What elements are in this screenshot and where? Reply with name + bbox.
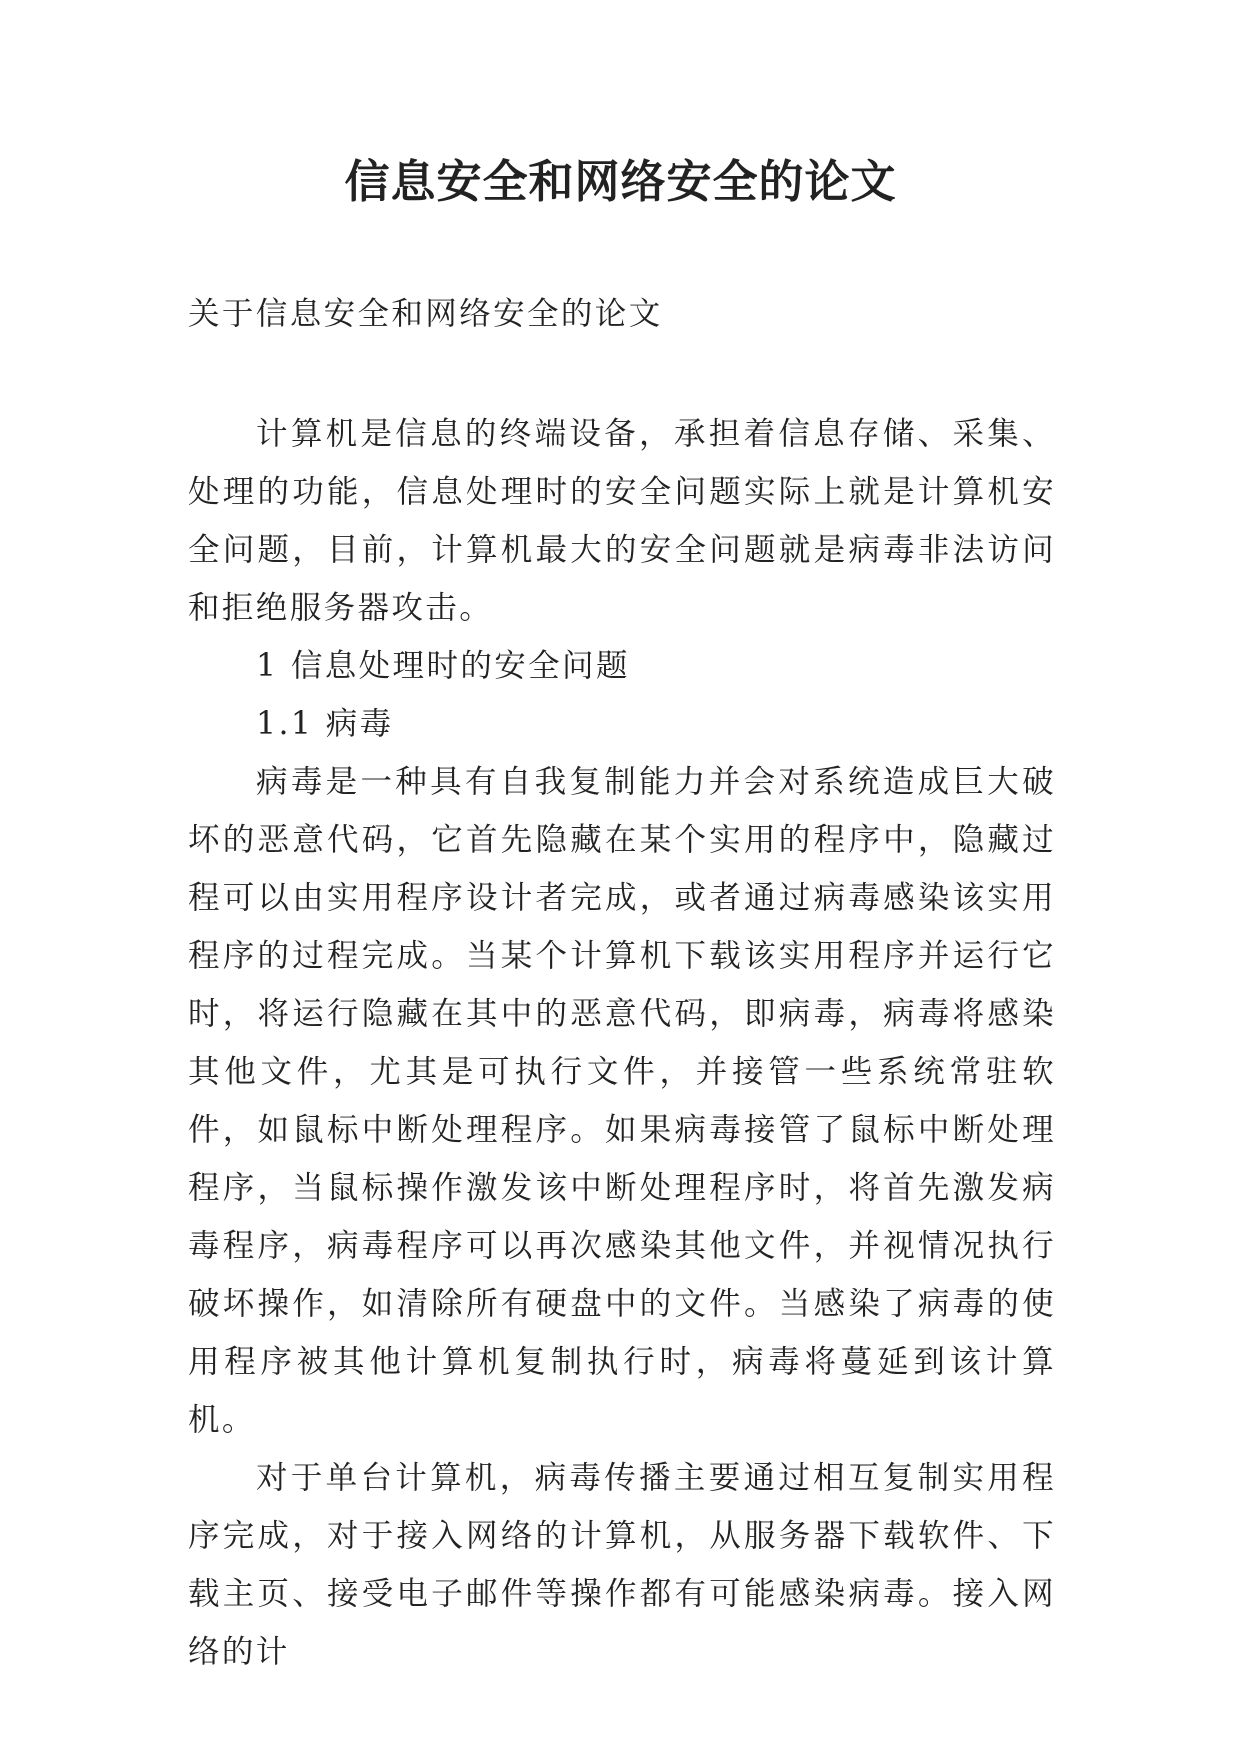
paragraph-spread: 对于单台计算机，病毒传播主要通过相互复制实用程序完成，对于接入网络的计算机，从服务器下载软件、下载主页、接受电子邮件等操作都有可能感染病毒。接入网络的计 <box>188 1460 1056 1670</box>
document-body <box>188 405 1056 1681</box>
document-subtitle: 关于信息安全和网络安全的论文 <box>188 296 663 332</box>
section-heading: 1 信息处理时的安全问题 <box>256 648 630 684</box>
subsection-heading: 1.1 病毒 <box>256 706 394 742</box>
document-title: 信息安全和网络安全的论文 <box>344 155 897 208</box>
paragraph-intro: 计算机是信息的终端设备，承担着信息存储、采集、处理的功能，信息处理时的安全问题实际上就是计算机安全问题，目前，计算机最大的安全问题就是病毒非法访问和拒绝服务器攻击。 <box>188 416 1056 626</box>
paragraph-virus: 病毒是一种具有自我复制能力并会对系统造成巨大破坏的恶意代码，它首先隐藏在某个实用的程序中，隐藏过程可以由实用程序设计者完成，或者通过病毒感染该实用程序的过程完成。当某个计算机下载该实用程序并运行它时，将运行隐藏在其中的恶意代码，即病毒，病毒将感染其他文件，尤其是可执行文件，并接管一些系统常驻软件，如鼠标中断处理程序。如果病毒接管了鼠标中断处理程序，当鼠标操作激发该中断处理程序时，将首先激发病毒程序，病毒程序可以再次感染其他文件，并视情况执行破坏操作，如清除所有硬盘中的文件。当感染了病毒的使用程序被其他计算机复制执行时，病毒将蔓延到该计算机。 <box>188 764 1056 1438</box>
